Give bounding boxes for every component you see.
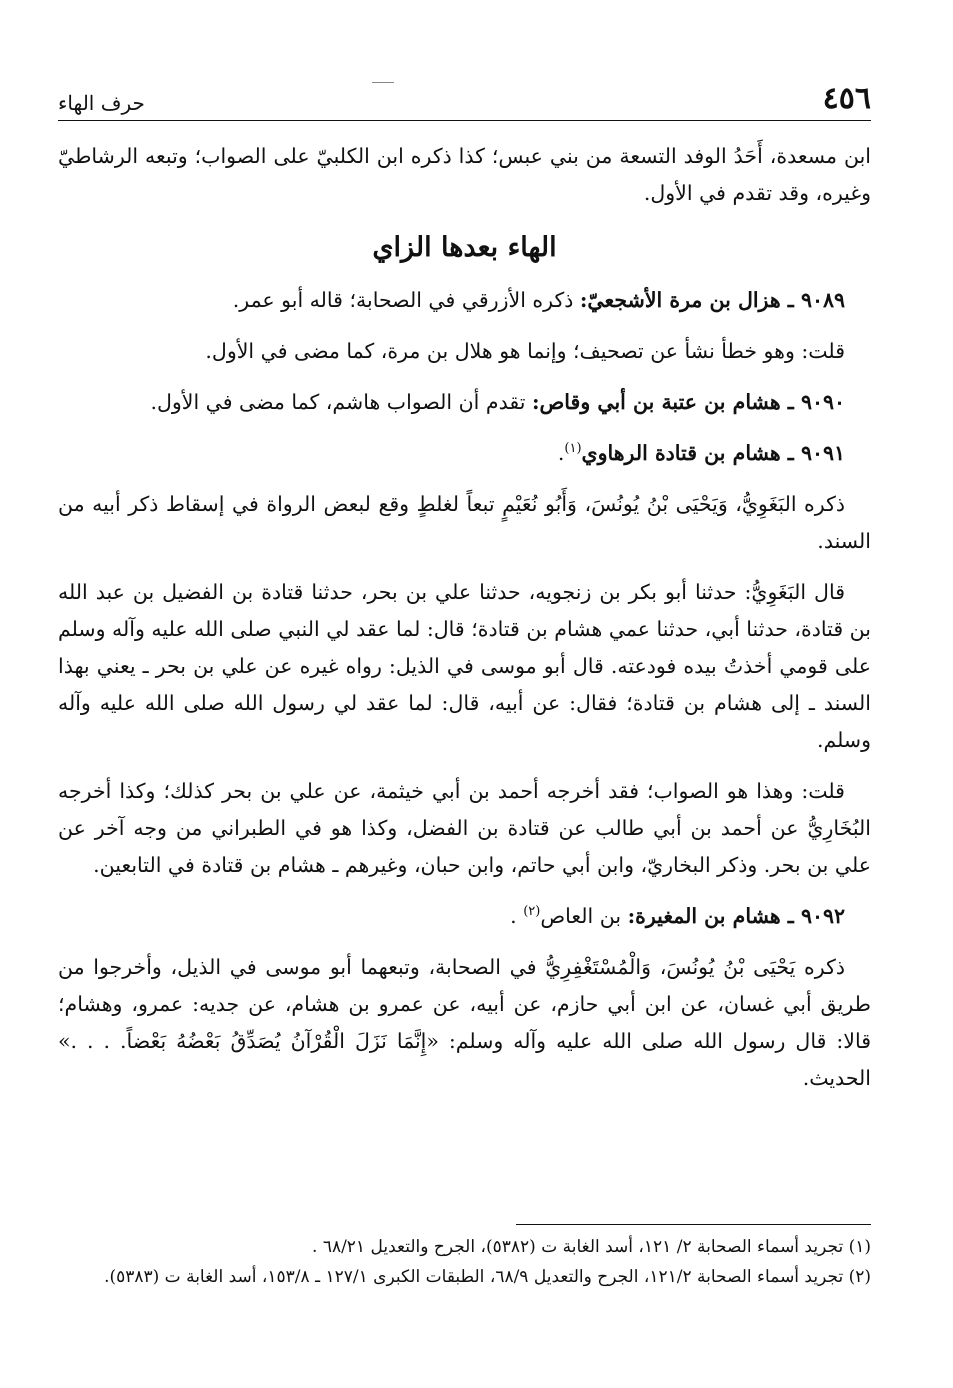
entry-9090-text: تقدم أن الصواب هاشم، كما مضى في الأول. [150, 390, 532, 414]
footnote-1: (١) تجريد أسماء الصحابة ٢/ ١٢١، أسد الغابة ت (٥٣٨٢)، الجرح والتعديل ٦٨/٢١ . [312, 1237, 871, 1257]
paragraph-9092: ذكره يَحْيَى بْنُ يُونُسَ، وَالْمُسْتَغْفِرِيُّ في الصحابة، وتبعهما أبو موسى في الذيل، وأخرجوا من طريق أبي غسان، عن ابن أبي حازم، عن أبيه، عن عمرو بن هشام، عن جديه: عمرو، وهشام؛ قالا: قال رسول الله صلى الله عليه وآله وسلم: «إِنَّمَا نَزَلَ الْقُرْآنُ يُصَدِّقُ بَعْضُهُ بَعْضاً. . . .» الحديث. [58, 955, 871, 1090]
entry-9089 [58, 282, 871, 319]
page-header [58, 81, 871, 121]
top-mark [372, 82, 394, 83]
paragraph-9091-a: ذكره البَغَوِيُّ، وَيَحْيَى بْنُ يُونُسَ، وَأَبُو نُعَيْمٍ تبعاً لغلطٍ وقع لبعض الرواة في إسقاط ذكر أبيه من السند. [58, 492, 871, 553]
entry-9092-end: . [510, 904, 524, 928]
entry-9092-heading: ٩٠٩٢ ـ هشام بن المغيرة: [627, 904, 845, 928]
paragraph-9091-b: قال البَغَوِيُّ: حدثنا أبو بكر بن زنجويه، حدثنا علي بن بحر، حدثنا قتادة بن الفضيل بن عبد الله بن قتادة، حدثنا أبي، حدثنا عمي هشام بن قتادة؛ قال: لما عقد لي النبي صلى الله عليه وآله وسلم على قومي أخذتُ بيده فودعته. قال أبو موسى في الذيل: رواه غيره عن علي بن بحر ـ يعني بهذا السند ـ إلى هشام بن قتادة؛ فقال: عن أبيه، قال: لما عقد لي رسول الله صلى الله عليه وآله وسلم. [58, 580, 871, 752]
footnote-divider [516, 1224, 871, 1225]
entry-9091-heading: ٩٠٩١ ـ هشام بن قتادة الرهاوي [581, 441, 845, 465]
page-number: ٤٥٦ [822, 81, 871, 116]
footnote-2: (٢) تجريد أسماء الصحابة ١٢١/٢، الجرح والتعديل ٦٨/٩، الطبقات الكبرى ١٢٧/١ ـ ١٥٣/٨، أسد الغابة ت (٥٣٨٣). [104, 1267, 871, 1287]
note-9089: قلت: وهو خطأ نشأ عن تصحيف؛ وإنما هو هلال بن مرة، كما مضى في الأول. [205, 339, 845, 363]
running-title: حرف الهاء [58, 88, 145, 118]
footnote-ref-2[interactable]: (٢) [523, 904, 541, 920]
paragraph-9091-c: قلت: وهذا هو الصواب؛ فقد أخرجه أحمد بن أبي خيثمة، عن علي بن بحر كذلك؛ وكذا أخرجه البُخَارِيُّ عن أحمد بن أبي طالب عن قتادة بن الفضل، وكذا هو في الطبراني من وجه آخر عن علي بن بحر. وذكر البخاريّ، وابن أبي حاتم، وابن حبان، وغيرهم ـ هشام بن قتادة في التابعين. [58, 779, 871, 877]
entry-9089-text: ذكره الأزرقي في الصحابة؛ قاله أبو عمر. [232, 288, 580, 312]
entry-9091-end: . [557, 441, 565, 465]
entry-9090-heading: ٩٠٩٠ ـ هشام بن عتبة بن أبي وقاص: [531, 390, 845, 414]
footnote-ref-1[interactable]: (١) [564, 441, 582, 457]
entry-9089-heading: ٩٠٨٩ ـ هزال بن مرة الأشجعيّ: [579, 288, 845, 312]
entry-9090 [58, 384, 871, 421]
intro-paragraph: ابن مسعدة، أَحَدُ الوفد التسعة من بني عبس؛ كذا ذكره ابن الكلبيّ على الصواب؛ وتبعه الرشاطيّ وغيره، وقد تقدم في الأول. [58, 144, 871, 205]
page-body [58, 138, 871, 1111]
entry-9092 [58, 898, 871, 935]
entry-9091 [58, 435, 871, 472]
entry-9092-text: بن العاص [540, 904, 628, 928]
footnotes [58, 1232, 871, 1292]
section-title: الهاء بعدها الزاي [372, 232, 557, 263]
